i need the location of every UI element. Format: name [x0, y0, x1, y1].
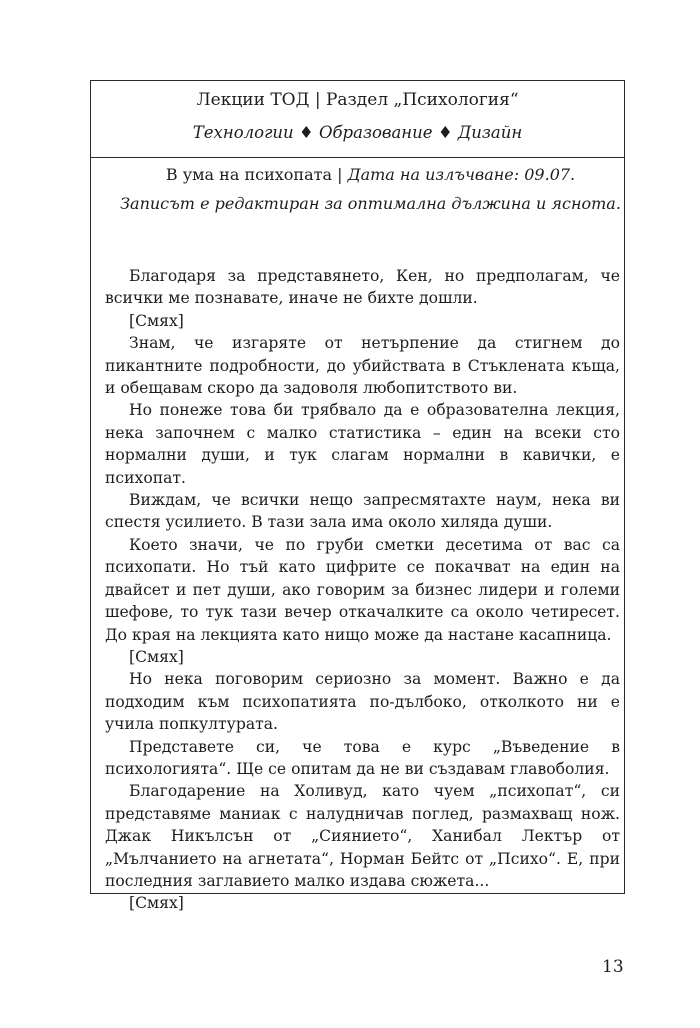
header-tags: Технологии ♦ Образование ♦ Дизайн: [192, 123, 523, 142]
lecture-frame: [90, 80, 625, 913]
header-title: Лекции ТОД | Раздел „Психология“: [196, 90, 519, 110]
lecture-title: В ума на психопата |: [165, 165, 348, 184]
paragraph: [Смях]: [129, 647, 184, 666]
paragraph: Но понеже това би трябвало да е образователна лекция, нека започнем с малко статистика – един на всеки сто нормални души, и тук слагам нормални в кавички, е психопат.: [105, 401, 620, 487]
paragraph: Благодаря за представянето, Кен, но предполагам, че всички ме познавате, иначе не бихте дошли.: [105, 267, 620, 308]
header-box: [91, 81, 624, 158]
paragraph: [Смях]: [129, 311, 184, 330]
content-box: [91, 158, 624, 915]
paragraph: Но нека поговорим сериозно за момент. Важно е да подходим към психопатията по-дълбоко, отколкото ни е учила попкултурата.: [105, 670, 620, 734]
paragraph: Представете си, че това е курс „Въведение в психологията“. Ще се опитам да не ви създавам главоболия.: [105, 737, 620, 778]
paragraph: [Смях]: [129, 894, 184, 913]
page-number: 13: [602, 957, 624, 977]
paragraph: Благодарение на Холивуд, като чуем „психопат“, си представяме маниак с налудничав поглед, размахващ нож. Джак Никълсън от „Сиянието“, Ханибал Лектър от „Мълчанието на агнетата“, Норман Бейтс от „Психо“. Е, при последния заглавието малко издава сюжета...: [105, 782, 620, 890]
paragraph: Което значи, че по груби сметки десетима от вас са психопати. Но тъй като цифрите се покачват на един на двайсет и пет души, ако говорим за бизнес лидери и големи шефове, то тук тази вечер откачалките са около четиресет. До края на лекцията като нищо може да настане касапница.: [105, 535, 620, 644]
lecture-title-line: [105, 158, 624, 186]
transcript-body: [105, 265, 624, 915]
paragraph: Знам, че изгаряте от нетърпение да стигнем до пикантните подробности, до убийствата в Стъклената къща, и обещавам скоро да задоволя любопитството ви.: [105, 334, 620, 398]
edit-note: Записът е редактиран за оптимална дължина и яснота.: [120, 194, 621, 213]
broadcast-date: Дата на излъчване: 09.07.: [347, 165, 576, 184]
paragraph: Виждам, че всички нещо запресмятахте наум, нека ви спестя усилието. В тази зала има около хиляда души.: [105, 491, 620, 532]
